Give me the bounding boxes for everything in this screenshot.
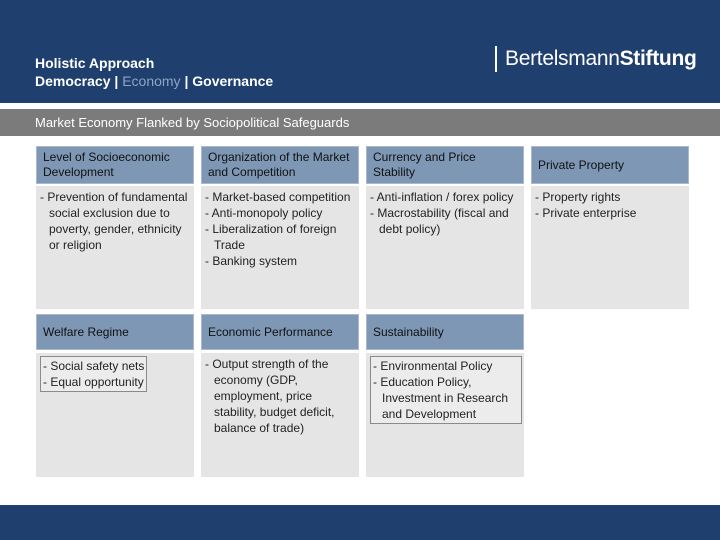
cell-welfare-regime xyxy=(36,353,194,477)
heading-welfare-regime xyxy=(36,314,194,350)
list-item: - Social safety nets xyxy=(43,359,145,373)
title-governance: Governance xyxy=(192,73,274,89)
list-item: - Liberalization of foreign Trade xyxy=(205,222,337,252)
list-item: - Banking system xyxy=(205,254,298,268)
outlined-box xyxy=(40,356,147,392)
heading-text: Economic Performance xyxy=(208,324,333,339)
logo-bar xyxy=(495,46,497,72)
list-item: - Anti-monopoly policy xyxy=(205,206,323,220)
heading-currency-price-stability xyxy=(366,146,524,184)
cell-sustainability xyxy=(366,353,524,477)
list-item: - Output strength of the economy (GDP, employment, price stability, budget deficit, balance of trade) xyxy=(205,357,335,435)
cell-economic-performance xyxy=(201,353,359,477)
title-holistic-approach: Holistic Approach xyxy=(35,55,155,71)
footer-bar xyxy=(0,505,720,540)
header-banner xyxy=(0,0,720,103)
list-item: - Private enterprise xyxy=(535,206,637,220)
heading-text: Private Property xyxy=(538,157,625,172)
heading-market-competition xyxy=(201,146,359,184)
heading-private-property xyxy=(531,146,689,184)
title-separator-2: | xyxy=(180,73,193,89)
logo-text-stiftung: Stiftung xyxy=(619,47,697,70)
title-economy: Economy xyxy=(122,73,181,89)
subtitle: Market Economy Flanked by Sociopolitical Safeguards xyxy=(35,115,350,130)
list-item: - Market-based competition xyxy=(205,190,351,204)
outlined-box xyxy=(370,356,522,424)
cell-currency-price-stability xyxy=(366,186,524,309)
heading-text: Currency and Price Stability xyxy=(373,150,476,179)
title-pillars xyxy=(35,73,273,89)
list-item: - Education Policy, Investment in Research and Development xyxy=(373,375,509,421)
list-item: - Property rights xyxy=(535,190,621,204)
heading-text: Organization of the Market and Competition xyxy=(208,150,350,179)
heading-sustainability xyxy=(366,314,524,350)
heading-economic-performance xyxy=(201,314,359,350)
heading-socioeconomic-development xyxy=(36,146,194,184)
cell-market-competition xyxy=(201,186,359,309)
list-item: - Equal opportunity xyxy=(43,375,144,389)
subtitle-bar xyxy=(0,109,720,136)
title-democracy: Democracy xyxy=(35,73,111,89)
cell-socioeconomic-development xyxy=(36,186,194,309)
list-item: - Prevention of fundamental social exclusion due to poverty, gender, ethnicity or religion xyxy=(40,190,188,252)
heading-text: Welfare Regime xyxy=(43,324,129,339)
bertelsmann-stiftung-logo xyxy=(495,46,697,72)
list-item: - Environmental Policy xyxy=(373,359,493,373)
list-item: - Macrostability (fiscal and debt policy) xyxy=(370,206,509,236)
heading-text: Level of Socioeconomic Development xyxy=(43,150,170,179)
heading-text: Sustainability xyxy=(373,324,444,339)
list-item: - Anti-inflation / forex policy xyxy=(370,190,514,204)
cell-private-property xyxy=(531,186,689,309)
title-separator-1: | xyxy=(110,73,123,89)
logo-text-bertelsmann: Bertelsmann xyxy=(505,47,620,70)
